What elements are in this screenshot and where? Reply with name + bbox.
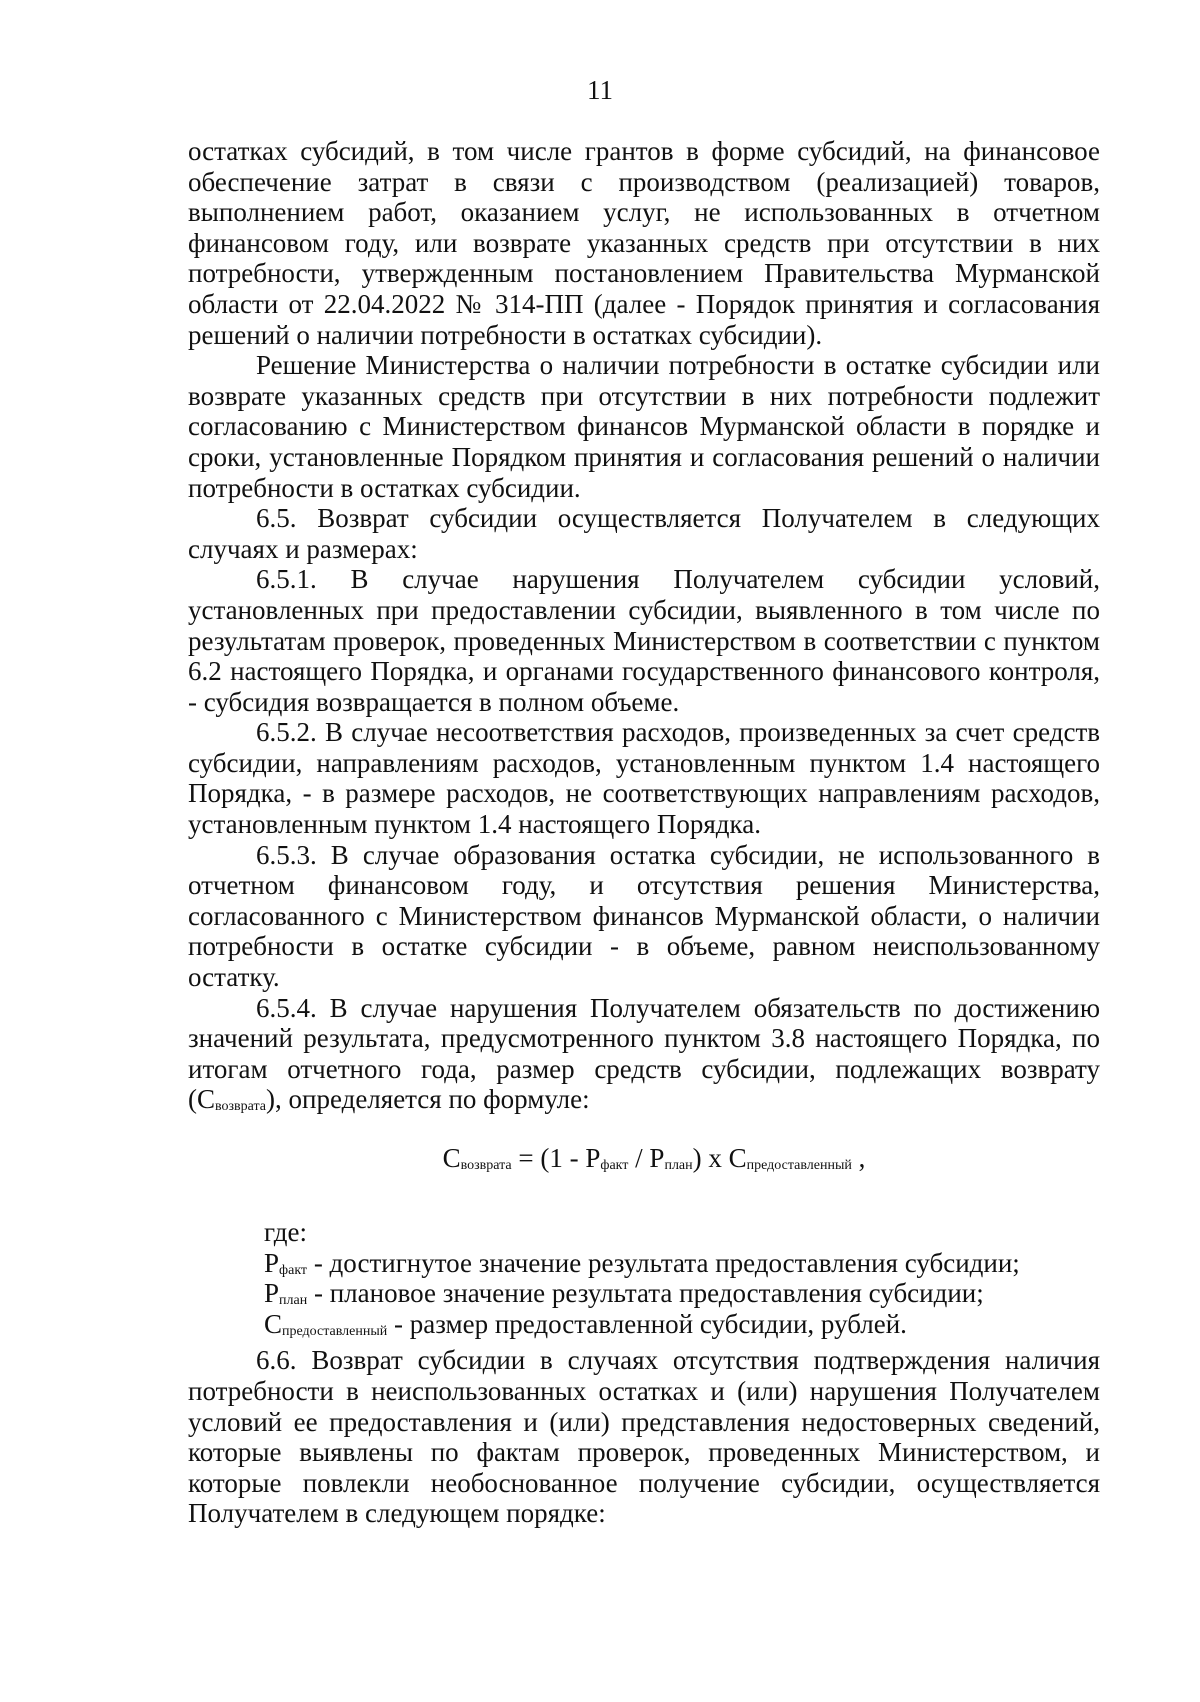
- formula-eq-open: = (1 - Р: [511, 1143, 601, 1173]
- formula-definitions: [188, 1217, 1100, 1339]
- definition-symbol: С: [264, 1308, 283, 1339]
- paragraph-6-5-1: 6.5.1. В случае нарушения Получателем субсидии условий, установленных при предоставлении субсидии, выявленного в том числе по результатам проверок, проведенных Министерством в соответствии с пунктом 6.2 настоящего Порядка, и органами государственного финансового контроля, - субсидия возвращается в полном объеме.: [188, 564, 1100, 717]
- definition-text: - плановое значение результата предоставления субсидии;: [307, 1278, 984, 1309]
- page-number: 11: [587, 75, 613, 105]
- definition-text: - размер предоставленной субсидии, рублей.: [387, 1308, 907, 1339]
- definitions-where: где:: [264, 1217, 307, 1247]
- definition-item: [264, 1278, 1100, 1309]
- definition-subscript: план: [279, 1293, 308, 1309]
- definition-item: [264, 1248, 1100, 1279]
- formula: [188, 1143, 1100, 1173]
- p654-text: 6.5.4. В случае нарушения Получателем обязательств по достижению значений результата, предусмотренного пунктом 3.8 настоящего Порядка, по итогам отчетного года, размер средств субсидии, подлежащих возврату (С: [188, 992, 1100, 1115]
- definition-item: [264, 1309, 1100, 1340]
- document-body: [188, 136, 1100, 1529]
- formula-times: ) х С: [692, 1143, 747, 1173]
- formula-c-sub: возврата: [460, 1158, 512, 1173]
- p654-tail: ), определяется по формуле:: [266, 1084, 590, 1115]
- definition-subscript: предоставленный: [282, 1323, 388, 1339]
- paragraph-ministry-decision: Решение Министерства о наличии потребности в остатке субсидии или возврате указанных средств при отсутствии в них потребности подлежит согласованию с Министерством финансов Мурманской области в порядке и сроки, установленные Порядком принятия и согласования решений о наличии потребности в остатках субсидии.: [188, 350, 1100, 503]
- p654-subscript: возврата: [215, 1099, 267, 1115]
- definition-symbol: Р: [264, 1247, 280, 1278]
- definition-text: - достигнутое значение результата предоставления субсидии;: [307, 1247, 1020, 1278]
- paragraph-6-5-3: 6.5.3. В случае образования остатка субсидии, не использованного в отчетном финансовом году, и отсутствия решения Министерства, согласованного с Министерством финансов Мурманской области, о наличии потребности в остатке субсидии - в объеме, равном неиспользованному остатку.: [188, 839, 1100, 993]
- formula-slash: / Р: [628, 1143, 665, 1173]
- formula-fact-sub: факт: [600, 1158, 629, 1173]
- formula-pred-sub: предоставленный: [746, 1158, 852, 1173]
- paragraph-6-5-2: 6.5.2. В случае несоответствия расходов, произведенных за счет средств субсидии, направлениям расходов, установленным пунктом 1.4 настоящего Порядка, - в размере расходов, не соответствующих направлениям расходов, установленным пунктом 1.4 настоящего Порядка.: [188, 717, 1100, 840]
- formula-comma: ,: [851, 1143, 866, 1173]
- paragraph-6-5-4: [188, 993, 1100, 1115]
- definition-subscript: факт: [279, 1262, 308, 1278]
- paragraph-continuation: остатках субсидий, в том числе грантов в форме субсидий, на финансовое обеспечение затрат в связи с производством (реализацией) товаров, выполнением работ, оказанием услуг, не использованных в отчетном финансовом году, или возврате указанных средств при отсутствии в них потребности, утвержденным постановлением Правительства Мурманской области от 22.04.2022 № 314-ПП (далее - Порядок принятия и согласования решений о наличии потребности в остатках субсидии).: [188, 136, 1100, 350]
- paragraph-6-6: 6.6. Возврат субсидии в случаях отсутствия подтверждения наличия потребности в неиспользованных остатках и (или) нарушения Получателем условий ее предоставления и (или) представления недостоверных сведений, которые выявлены по фактам проверок, проведенных Министерством, и которые повлекли необоснованное получение субсидии, осуществляется Получателем в следующем порядке:: [188, 1345, 1100, 1529]
- paragraph-6-5: 6.5. Возврат субсидии осуществляется Получателем в следующих случаях и размерах:: [188, 503, 1100, 564]
- definition-symbol: Р: [264, 1278, 280, 1309]
- formula-plan-sub: план: [664, 1158, 693, 1173]
- formula-c: С: [442, 1143, 461, 1173]
